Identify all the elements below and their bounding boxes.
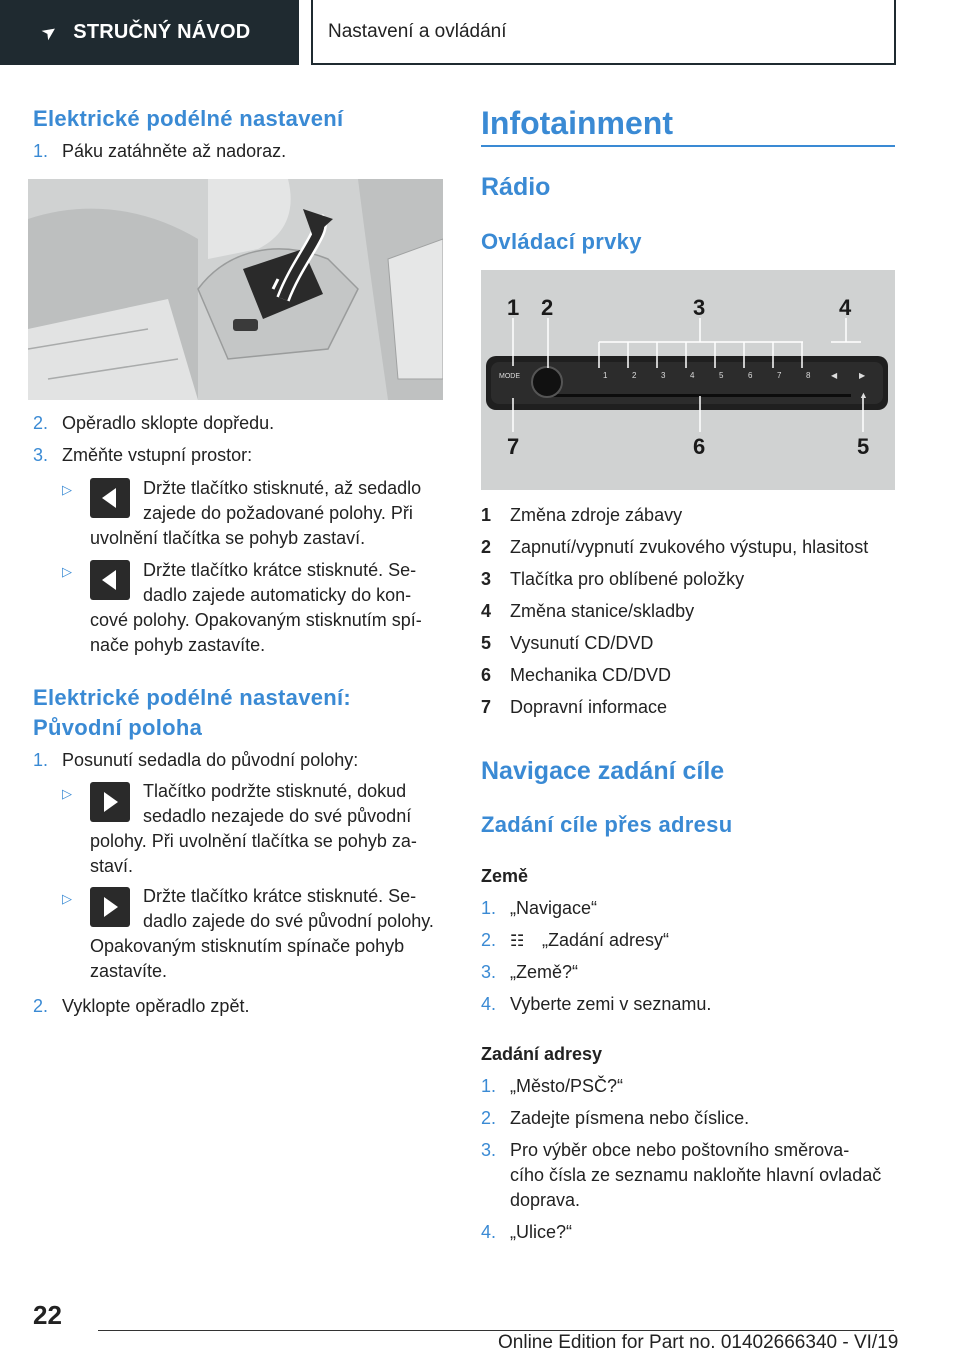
list-item: 2. Zadejte písmena nebo číslice.: [481, 1108, 750, 1128]
heading-original-position: Elektrické podélné nastavení: Původní poloha: [33, 685, 352, 740]
bullet-text: Držte tlačítko krátce stisknuté. Se-: [143, 886, 417, 906]
seat-forward-button-icon: [90, 782, 130, 822]
list-item: 2. Vyklopte opěradlo zpět.: [33, 996, 250, 1016]
preset-label: 4: [690, 371, 695, 380]
bullet-text: Držte tlačítko stisknuté, až sedadlo: [143, 478, 422, 498]
mode-label: MODE: [499, 373, 520, 380]
legend-item: 1 Změna zdroje zábavy: [481, 505, 683, 525]
list-item: doprava.: [510, 1190, 581, 1210]
list-item: 1. Páku zatáhněte až nadoraz.: [33, 141, 287, 161]
heading-address: Zadání adresy: [481, 1044, 603, 1064]
legend-item: 4 Změna stanice/skladby: [481, 601, 695, 621]
bullet-text: zastavíte.: [90, 961, 168, 981]
radio-panel-drawing: [481, 270, 895, 490]
eject-icon: ▲: [859, 390, 868, 400]
seek-forward-icon: ▶: [859, 371, 866, 380]
list-item: 3. Pro výběr obce nebo poštovního směrova-: [481, 1140, 850, 1160]
seat-back-button-icon: [90, 560, 130, 600]
preset-label: 1: [603, 371, 608, 380]
bullet-text: Držte tlačítko krátce stisknuté. Se-: [143, 560, 417, 580]
bullet-text: dadlo zajede automaticky do kon-: [143, 585, 412, 605]
legend-item: 7 Dopravní informace: [481, 697, 668, 717]
section-tab-label: STRUČNÝ NÁVOD: [73, 21, 251, 43]
bullet-text: Tlačítko podržte stisknuté, dokud: [143, 781, 407, 801]
list-item: 3. Změňte vstupní prostor:: [33, 445, 253, 465]
seek-back-icon: ◀: [831, 371, 838, 380]
edition-line: [498, 1332, 898, 1354]
bullet-text: dadlo zajede do své původní polohy.: [143, 911, 434, 931]
edition-text: Online Edition for Part no. 01402666340 - VI/19: [498, 1332, 899, 1353]
page-title: Infotainment: [481, 105, 673, 141]
seat-back-button-icon: [90, 478, 130, 518]
preset-label: 8: [806, 371, 811, 380]
legend-item: 3 Tlačítka pro oblíbené položky: [481, 569, 745, 589]
chapter-title: Nastavení a ovládání: [328, 20, 507, 42]
heading-country: Země: [481, 866, 529, 886]
pin-icon: ➤: [37, 19, 62, 45]
radio-controls-illustration: [481, 270, 895, 490]
legend-item: 2 Zapnutí/vypnutí zvukového výstupu, hlasitost: [481, 537, 869, 557]
list-item: 4. Vyberte zemi v seznamu.: [481, 994, 712, 1014]
bullet-arrow-icon: ▷: [62, 482, 72, 497]
page-number: 22: [33, 1300, 62, 1330]
bullet-text: zajede do požadované polohy. Při: [143, 503, 413, 523]
section-tab[interactable]: [0, 0, 299, 65]
title-rule: [481, 145, 895, 147]
seat-lever-drawing: [28, 179, 443, 400]
bullet-text: Opakovaným stisknutím spínače pohyb: [90, 936, 405, 956]
chapter-header: [311, 0, 896, 65]
legend-item: 5 Vysunutí CD/DVD: [481, 633, 654, 653]
list-item: 4. „Ulice?“: [481, 1222, 573, 1242]
bullet-text: nače pohyb zastavíte.: [90, 635, 266, 655]
heading-radio: Rádio: [481, 173, 551, 201]
list-item: 1. Posunutí sedadla do původní polohy:: [33, 750, 359, 770]
preset-label: 3: [661, 371, 666, 380]
list-item: cího čísla ze seznamu nakloňte hlavní ovladač: [510, 1165, 882, 1185]
callout-6: 6: [693, 434, 706, 459]
callout-7: 7: [507, 434, 520, 459]
preset-label: 2: [632, 371, 637, 380]
callout-4: 4: [839, 295, 852, 320]
list-item: 2. Opěradlo sklopte dopředu.: [33, 413, 275, 433]
bullet-text: staví.: [90, 856, 134, 876]
heading-address-entry: Zadání cíle přes adresu: [481, 812, 733, 837]
bullet-arrow-icon: ▷: [62, 564, 72, 579]
bullet-arrow-icon: ▷: [62, 891, 72, 906]
bullet-text: cové polohy. Opakovaným stisknutím spí-: [90, 610, 422, 630]
heading-electric-adjustment: Elektrické podélné nastavení: [33, 106, 344, 131]
list-item: 1. „Město/PSČ?“: [481, 1076, 624, 1096]
heading-controls: Ovládací prvky: [481, 229, 642, 254]
heading-navigation: Navigace zadání cíle: [481, 757, 725, 785]
legend-item: 6 Mechanika CD/DVD: [481, 665, 672, 685]
callout-5: 5: [857, 434, 870, 459]
list-item: 1. „Navigace“: [481, 898, 598, 918]
seat-forward-button-icon: [90, 887, 130, 927]
list-item: 2. ☷ „Zadání adresy“: [481, 928, 669, 954]
callout-1: 1: [507, 295, 520, 320]
footer-rule: [98, 1330, 894, 1331]
preset-label: 5: [719, 371, 724, 380]
preset-label: 6: [748, 371, 753, 380]
bullet-arrow-icon: ▷: [62, 786, 72, 801]
bullet-text: sedadlo nezajede do své původní: [143, 806, 412, 826]
seat-lever-illustration: [28, 179, 443, 400]
callout-2: 2: [541, 295, 554, 320]
preset-label: 7: [777, 371, 782, 380]
bullet-text: uvolnění tlačítka se pohyb zastaví.: [90, 528, 366, 548]
list-item: 3. „Země?“: [481, 962, 579, 982]
callout-3: 3: [693, 295, 706, 320]
map-icon: ☷: [510, 933, 525, 950]
bullet-text: polohy. Při uvolnění tlačítka se pohyb za-: [90, 831, 417, 851]
